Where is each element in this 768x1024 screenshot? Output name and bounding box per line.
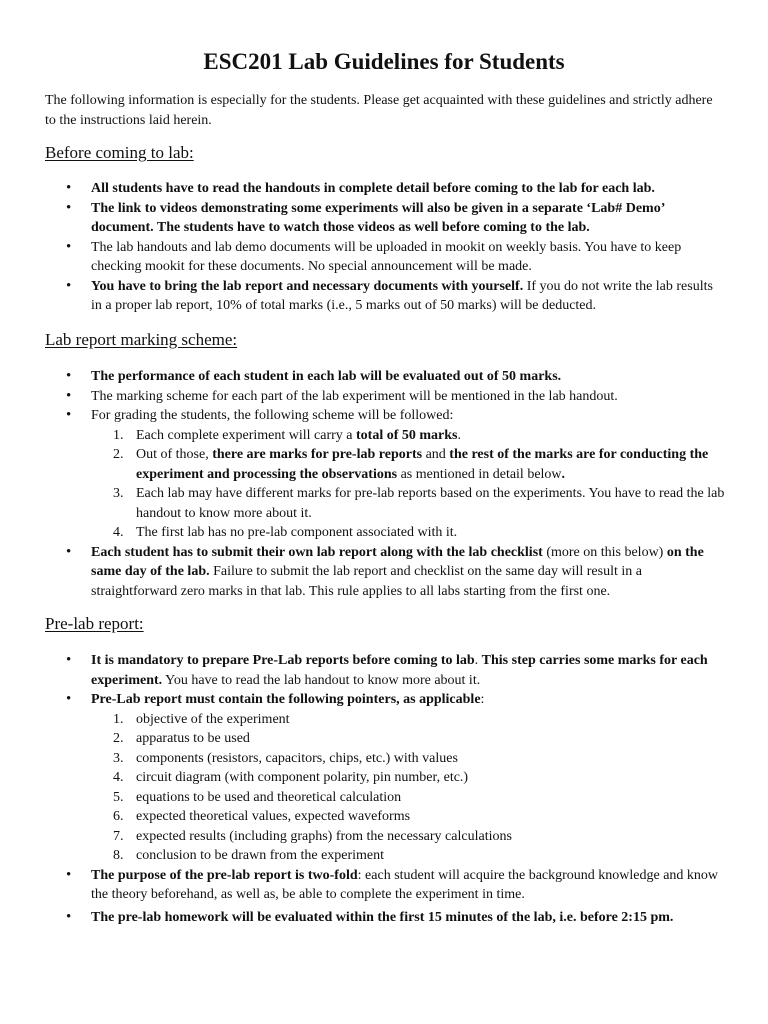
list-item: 4. circuit diagram (with component polarity, pin number, etc.) bbox=[113, 770, 469, 785]
list-item: • The performance of each student in each lab will be evaluated out of 50 marks. bbox=[45, 367, 725, 387]
list-item: 8. conclusion to be drawn from the experiment bbox=[113, 848, 385, 863]
list-item: • Each student has to submit their own lab report along with the lab checklist (more on this below) on the same day of the lab. Failure to submit the lab report and checklist on the same day will result in a straightforward zero marks in that lab. This rule applies to all labs starting from the first one. bbox=[45, 543, 725, 602]
list-item: • Pre-Lab report must contain the following pointers, as applicable: 1. objective of the experiment 2. apparatus to be used 3. components (resistors, capacitors, chips, etc.) with values 4. circuit diagram (with component polarity, pin number, etc.) 5. equations to be used and theoretical calculation 6. expected theoretical values, expected waveforms 7. expected results (including graphs) from the necessary calculations 8. conclusion to be drawn from the experiment bbox=[45, 690, 725, 866]
section-heading-marking-scheme: Lab report marking scheme: bbox=[45, 330, 238, 349]
marking-scheme-list bbox=[45, 367, 725, 601]
list-item: • The link to videos demonstrating some experiments will also be given in a separate ‘Lab# Demo’ document. The students have to watch those videos as well before coming to the lab. bbox=[45, 199, 725, 238]
list-item: 1. Each complete experiment will carry a total of 50 marks. bbox=[113, 427, 462, 443]
list-item: 2. Out of those, there are marks for pre-lab reports and the rest of the marks are for conducting the experiment and processing the observations as mentioned in detail below. bbox=[113, 447, 709, 482]
list-item: 3. components (resistors, capacitors, chips, etc.) with values bbox=[113, 750, 458, 766]
before-lab-list bbox=[45, 179, 725, 316]
list-item: • The marking scheme for each part of the lab experiment will be mentioned in the lab handout. bbox=[45, 387, 725, 407]
list-item: • The pre-lab homework will be evaluated within the first 15 minutes of the lab, i.e. before 2:15 pm. bbox=[45, 908, 725, 928]
list-item: 1. objective of the experiment bbox=[113, 711, 290, 727]
list-item: 3. Each lab may have different marks for pre-lab reports based on the experiments. You have to read the lab handout to know more about it. bbox=[113, 486, 725, 521]
list-item: 5. equations to be used and theoretical calculation bbox=[113, 789, 402, 805]
list-item: • The lab handouts and lab demo documents will be uploaded in mookit on weekly basis. You have to keep checking mookit for these documents. No special announcement will be made. bbox=[45, 238, 725, 277]
list-item: • The purpose of the pre-lab report is two-fold: each student will acquire the background knowledge and know the theory beforehand, as well as, be able to complete the experiment in time. bbox=[45, 866, 725, 905]
page-title: ESC201 Lab Guidelines for Students bbox=[203, 49, 565, 74]
list-item: 4. The first lab has no pre-lab component associated with it. bbox=[113, 525, 458, 540]
section-heading-before-lab: Before coming to lab: bbox=[45, 143, 194, 162]
section-heading-pre-lab: Pre-lab report: bbox=[45, 614, 144, 633]
intro-paragraph: The following information is especially for the students. Please get acquainted with these guidelines and strictly adhere to the instructions laid herein. bbox=[45, 93, 713, 128]
pre-lab-list bbox=[45, 651, 725, 927]
list-item: 6. expected theoretical values, expected waveforms bbox=[113, 809, 411, 824]
list-item: 7. expected results (including graphs) from the necessary calculations bbox=[113, 828, 512, 844]
list-item: 2. apparatus to be used bbox=[113, 731, 250, 746]
list-item: • It is mandatory to prepare Pre-Lab reports before coming to lab. This step carries some marks for each experiment. You have to read the lab handout to know more about it. bbox=[45, 651, 725, 690]
pre-lab-pointers-list bbox=[91, 710, 725, 866]
list-item: • You have to bring the lab report and necessary documents with yourself. If you do not write the lab results in a proper lab report, 10% of total marks (i.e., 5 marks out of 50 marks) will be deducted. bbox=[45, 277, 725, 316]
list-item: • All students have to read the handouts in complete detail before coming to the lab for each lab. bbox=[45, 179, 725, 199]
list-item: • For grading the students, the following scheme will be followed: 1. Each complete experiment will carry a total of 50 marks. 2. Out of those, there are marks for pre-lab reports and the rest of the marks are for conducting the experiment and processing the observations as mentioned in detail below. 3. Each lab may have different marks for pre-lab reports based on the experiments. You have to read the lab handout to know more about it. 4. The first lab has no pre-lab component associated with it. bbox=[45, 406, 725, 543]
grading-scheme-list bbox=[91, 426, 725, 543]
